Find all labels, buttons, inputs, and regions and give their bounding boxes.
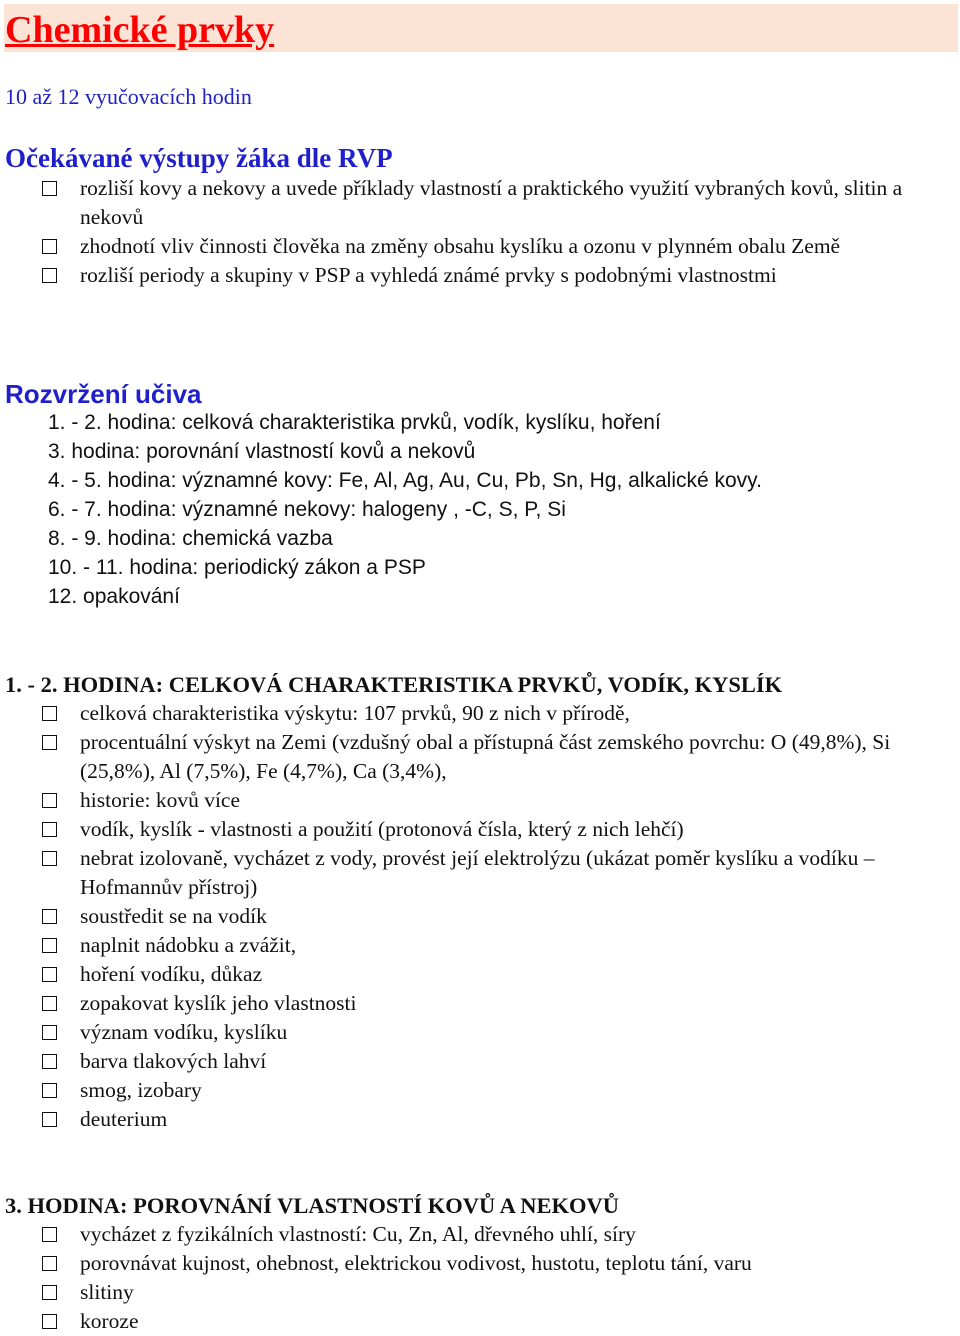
schedule-item: 10. - 11. hodina: periodický zákon a PSP — [48, 556, 426, 579]
list-item: porovnávat kujnost, ohebnost, elektrickou vodivost, hustotu, teplotu tání, varu — [0, 1249, 940, 1278]
section1-heading: 1. - 2. HODINA: CELKOVÁ CHARAKTERISTIKA PRVKŮ, VODÍK, KYSLÍK — [5, 672, 783, 697]
list-item: smog, izobary — [0, 1076, 940, 1105]
section2-heading: 3. HODINA: POROVNÁNÍ VLASTNOSTÍ KOVŮ A NEKOVŮ — [5, 1193, 620, 1218]
list-item: barva tlakových lahví — [0, 1047, 940, 1076]
schedule-item: 3. hodina: porovnání vlastností kovů a nekovů — [48, 440, 476, 463]
checkbox-icon — [42, 1025, 57, 1040]
list-item: celková charakteristika výskytu: 107 prvků, 90 z nich v přírodě, — [0, 699, 940, 728]
schedule-item: 4. - 5. hodina: významné kovy: Fe, Al, Ag, Au, Cu, Pb, Sn, Hg, alkalické kovy. — [48, 469, 762, 492]
list-item: hoření vodíku, důkaz — [0, 960, 940, 989]
checkbox-icon — [42, 1285, 57, 1300]
page-title: Chemické prvky — [5, 9, 275, 51]
list-item: slitiny — [0, 1278, 940, 1307]
list-item: koroze — [0, 1307, 940, 1336]
list-item: nebrat izolovaně, vycházet z vody, provést její elektrolýzu (ukázat poměr kyslíku a vodíku – Hofmannův přístroj) — [0, 844, 940, 902]
list-item: procentuální výskyt na Zemi (vzdušný obal a přístupná část zemského povrchu: O (49,8%), Si (25,8%), Al (7,5%), Fe (4,7%), Ca (3,4%), — [0, 728, 940, 786]
lesson-hours: 10 až 12 vyučovacích hodin — [5, 84, 252, 109]
schedule-item: 6. - 7. hodina: významné nekovy: halogeny , -C, S, P, Si — [48, 498, 566, 521]
section1-list — [0, 699, 940, 1134]
outcome-item: rozliší kovy a nekovy a uvede příklady vlastností a praktického využití vybraných kovů, slitin a nekovů — [0, 174, 940, 232]
outcome-item: rozliší periody a skupiny v PSP a vyhledá známé prvky s podobnými vlastnostmi — [0, 261, 940, 290]
checkbox-icon — [42, 938, 57, 953]
checkbox-icon — [42, 1112, 57, 1127]
checkbox-icon — [42, 851, 57, 866]
list-item: deuterium — [0, 1105, 940, 1134]
section2-list — [0, 1220, 940, 1336]
checkbox-icon — [42, 706, 57, 721]
list-item: naplnit nádobku a zvážit, — [0, 931, 940, 960]
checkbox-icon — [42, 181, 57, 196]
list-item: soustředit se na vodík — [0, 902, 940, 931]
outcomes-list — [0, 174, 940, 290]
checkbox-icon — [42, 996, 57, 1011]
checkbox-icon — [42, 735, 57, 750]
checkbox-icon — [42, 1314, 57, 1329]
checkbox-icon — [42, 1227, 57, 1242]
checkbox-icon — [42, 239, 57, 254]
schedule-item: 1. - 2. hodina: celková charakteristika prvků, vodík, kyslíku, hoření — [48, 411, 661, 434]
outcome-item: zhodnotí vliv činnosti člověka na změny obsahu kyslíku a ozonu v plynném obalu Země — [0, 232, 940, 261]
checkbox-icon — [42, 1083, 57, 1098]
checkbox-icon — [42, 909, 57, 924]
schedule-item: 12. opakování — [48, 585, 180, 608]
checkbox-icon — [42, 268, 57, 283]
list-item: vycházet z fyzikálních vlastností: Cu, Zn, Al, dřevného uhlí, síry — [0, 1220, 940, 1249]
outcomes-heading: Očekávané výstupy žáka dle RVP — [5, 143, 393, 173]
list-item: zopakovat kyslík jeho vlastnosti — [0, 989, 940, 1018]
list-item: vodík, kyslík - vlastnosti a použití (protonová čísla, který z nich lehčí) — [0, 815, 940, 844]
checkbox-icon — [42, 1256, 57, 1271]
checkbox-icon — [42, 822, 57, 837]
checkbox-icon — [42, 1054, 57, 1069]
schedule-heading: Rozvržení učiva — [5, 379, 202, 409]
schedule-list — [48, 408, 762, 611]
checkbox-icon — [42, 967, 57, 982]
schedule-item: 8. - 9. hodina: chemická vazba — [48, 527, 333, 550]
list-item: význam vodíku, kyslíku — [0, 1018, 940, 1047]
checkbox-icon — [42, 793, 57, 808]
list-item: historie: kovů více — [0, 786, 940, 815]
